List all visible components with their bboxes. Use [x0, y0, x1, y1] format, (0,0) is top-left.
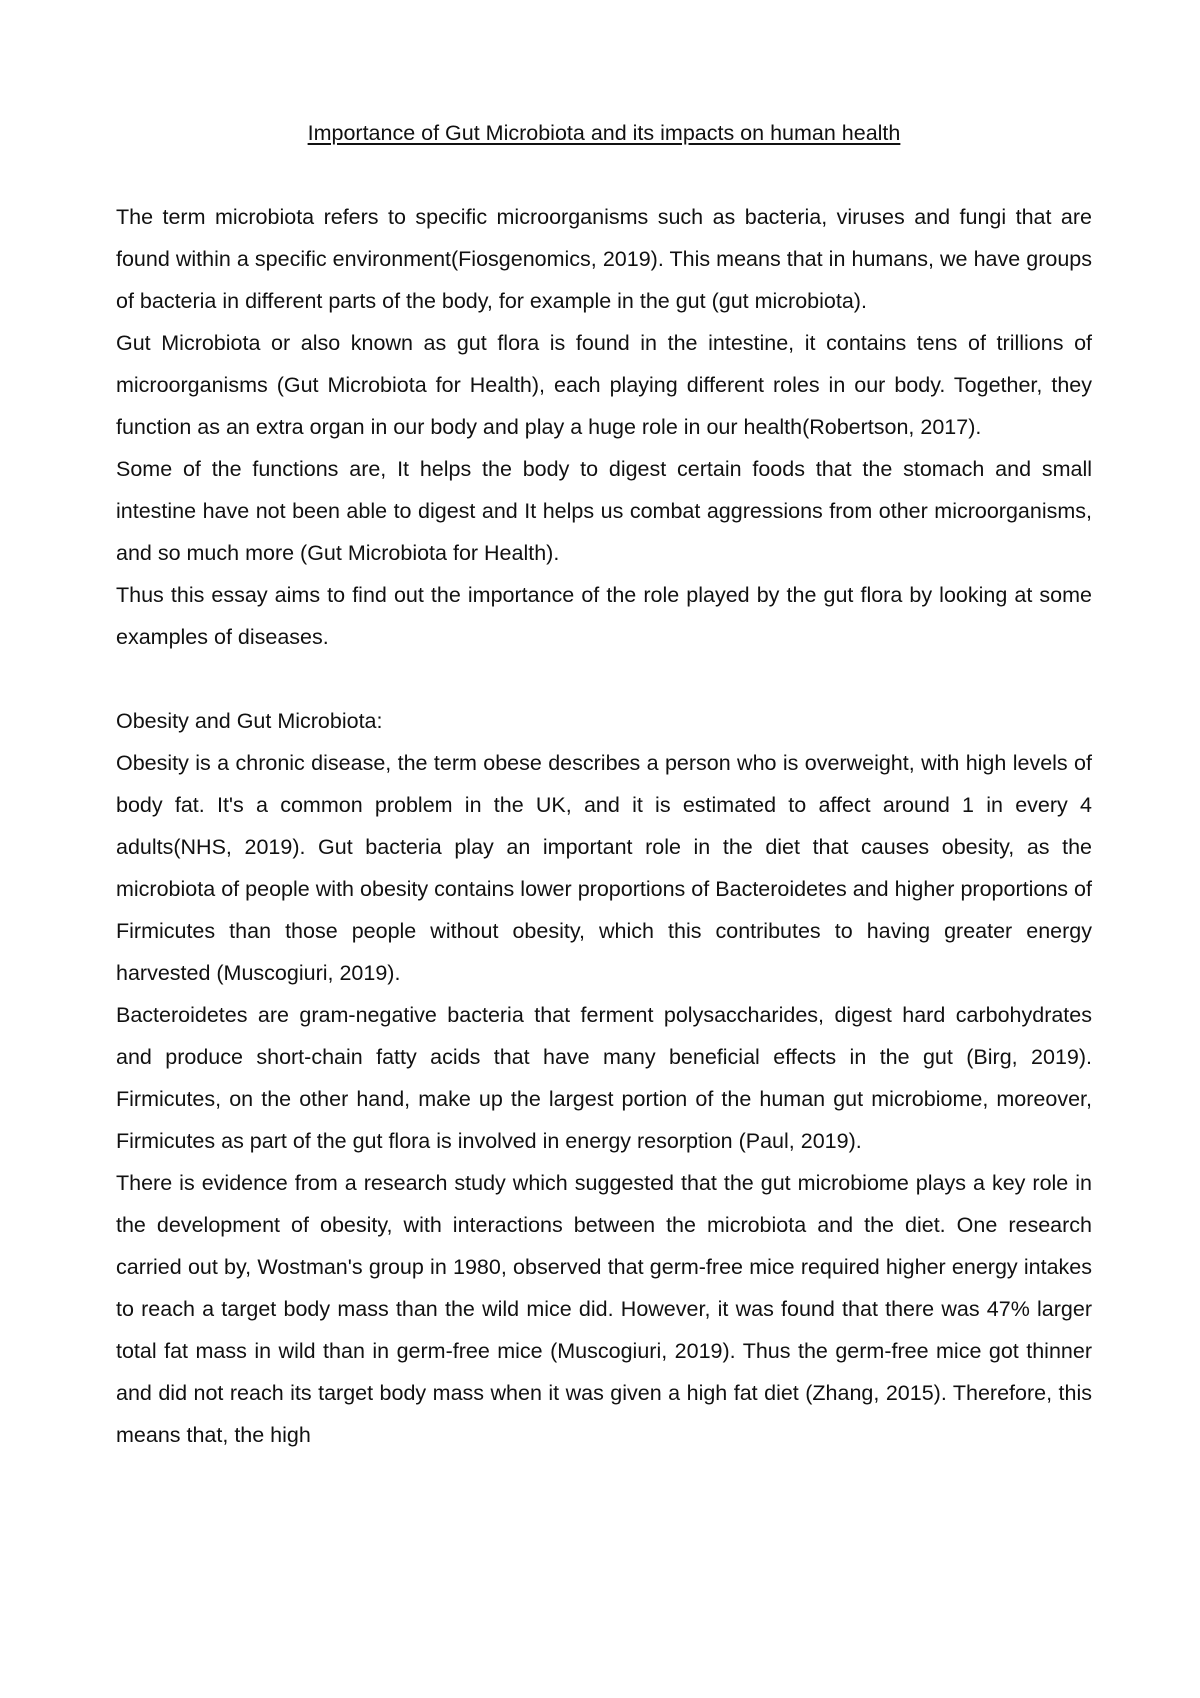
section-heading-obesity: Obesity and Gut Microbiota: — [116, 709, 383, 733]
paragraph-gut-flora: Gut Microbiota or also known as gut flora is found in the intestine, it contains tens of trillions of microorganisms (Gut Microbiota for Health), each playing different roles in our body. Together, they function as an extra organ in our body and play a huge role in our health(Robertson, 2017). — [116, 331, 1092, 439]
document-page — [116, 112, 1092, 1456]
paragraph-essay-aim: Thus this essay aims to find out the importance of the role played by the gut flora by looking at some examples of diseases. — [116, 583, 1092, 649]
paragraph-intro-definition: The term microbiota refers to specific microorganisms such as bacteria, viruses and fungi that are found within a specific environment(Fiosgenomics, 2019). This means that in humans, we have groups of bacteria in different parts of the body, for example in the gut (gut microbiota). — [116, 205, 1092, 313]
document-title: Importance of Gut Microbiota and its impacts on human health — [307, 121, 901, 145]
paragraph-research-evidence: There is evidence from a research study which suggested that the gut microbiome plays a key role in the development of obesity, with interactions between the microbiota and the diet. One research carried out by, Wostman's group in 1980, observed that germ-free mice required higher energy intakes to reach a target body mass than the wild mice did. However, it was found that there was 47% larger total fat mass in wild than in germ-free mice (Muscogiuri, 2019). Thus the germ-free mice got thinner and did not reach its target body mass when it was given a high fat diet (Zhang, 2015). Therefore, this means that, the high — [116, 1171, 1092, 1447]
paragraph-functions: Some of the functions are, It helps the body to digest certain foods that the stomach and small intestine have not been able to digest and It helps us combat aggressions from other microorganisms, and so much more (Gut Microbiota for Health). — [116, 457, 1092, 565]
paragraph-obesity-definition: Obesity is a chronic disease, the term obese describes a person who is overweight, with high levels of body fat. It's a common problem in the UK, and it is estimated to affect around 1 in every 4 adults(NHS, 2019). Gut bacteria play an important role in the diet that causes obesity, as the microbiota of people with obesity contains lower proportions of Bacteroidetes and higher proportions of Firmicutes than those people without obesity, which this contributes to having greater energy harvested (Muscogiuri, 2019). — [116, 751, 1092, 985]
paragraph-bacteroidetes-firmicutes: Bacteroidetes are gram-negative bacteria that ferment polysaccharides, digest hard carbohydrates and produce short-chain fatty acids that have many beneficial effects in the gut (Birg, 2019). Firmicutes, on the other hand, make up the largest portion of the human gut microbiome, moreover, Firmicutes as part of the gut flora is involved in energy resorption (Paul, 2019). — [116, 1003, 1092, 1153]
